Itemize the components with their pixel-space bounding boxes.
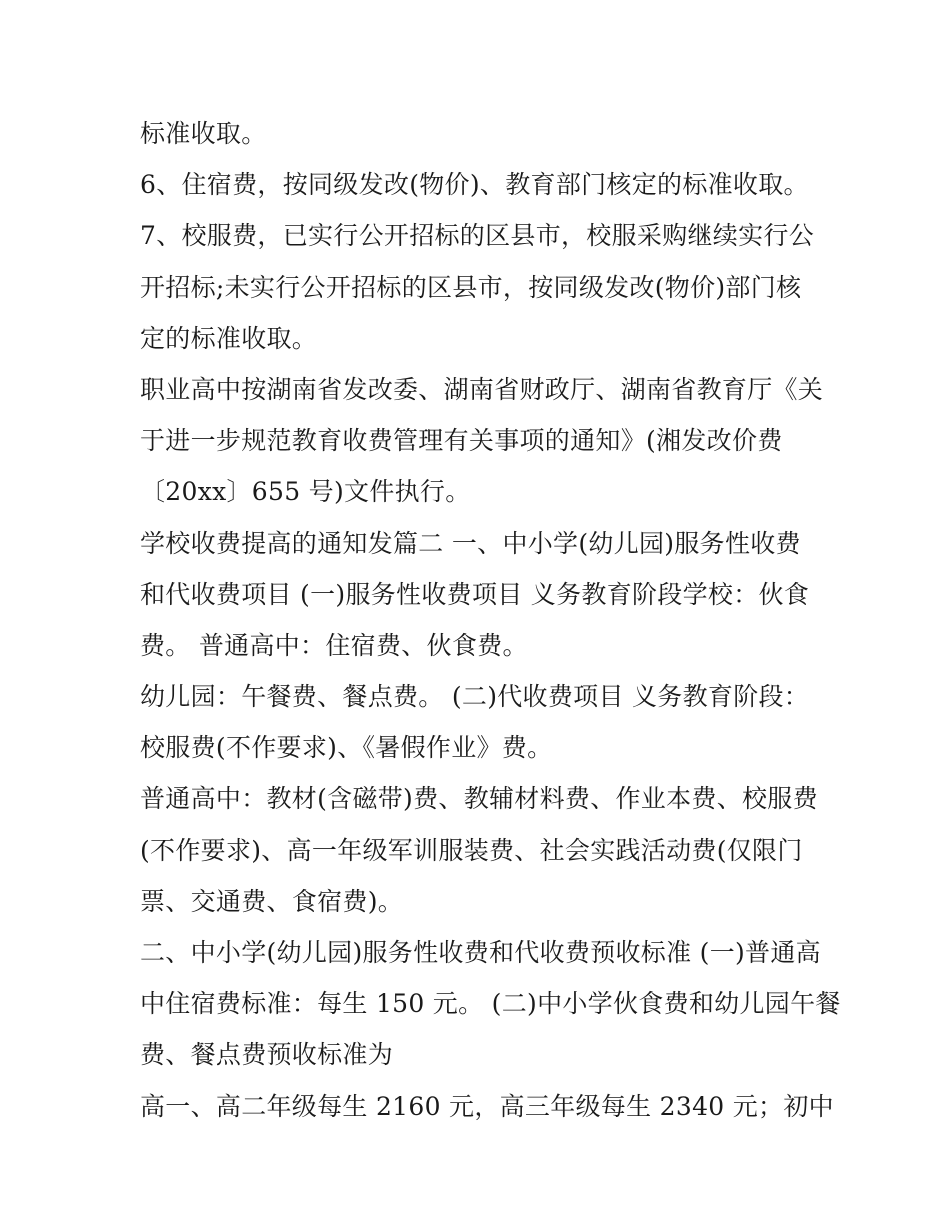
text-line: 于进一步规范教育收费管理有关事项的通知》(湘发改价费 — [140, 426, 783, 456]
text-line: 标准收取。 — [140, 119, 267, 148]
text-line: 6、住宿费，按同级发改(物价)、教育部门核定的标准收取。 — [140, 170, 809, 200]
text-line: 票、交通费、食宿费)。 — [140, 886, 404, 916]
text-line: 开招标;未实行公开招标的区县市，按同级发改(物价)部门核 — [140, 272, 802, 302]
text-line: 二、中小学(幼儿园)服务性收费和代收费预收标准 (一)普通高 — [140, 938, 821, 967]
text-line: 7、校服费，已实行公开招标的区县市，校服采购继续实行公 — [140, 221, 815, 251]
text-line: 和代收费项目 (一)服务性收费项目 义务教育阶段学校：伙食 — [140, 579, 810, 609]
text-line: 定的标准收取。 — [140, 323, 318, 353]
text-line: 校服费(不作要求)、《暑假作业》费。 — [140, 733, 553, 763]
text-line: 高一、高二年级每生 2160 元，高三年级每生 2340 元；初中 — [140, 1091, 834, 1121]
text-line: 费、餐点费预收标准为 — [140, 1040, 394, 1070]
text-line: 幼儿园：午餐费、餐点费。 (二)代收费项目 义务教育阶段： — [140, 682, 810, 712]
document-body — [140, 108, 841, 1132]
text-line: 费。 普通高中：住宿费、伙食费。 — [140, 630, 528, 660]
text-line: 〔20xx〕655 号)文件执行。 — [140, 477, 471, 507]
text-line: (不作要求)、高一年级军训服装费、社会实践活动费(仅限门 — [140, 835, 803, 865]
text-line: 学校收费提高的通知发篇二 一、中小学(幼儿园)服务性收费 — [140, 528, 801, 558]
text-line: 中住宿费标准：每生 150 元。 (二)中小学伙食费和幼儿园午餐 — [140, 989, 841, 1019]
text-line: 普通高中：教材(含磁带)费、教辅材料费、作业本费、校服费 — [140, 784, 818, 814]
text-line: 职业高中按湖南省发改委、湖南省财政厅、湖南省教育厅《关 — [140, 374, 824, 404]
